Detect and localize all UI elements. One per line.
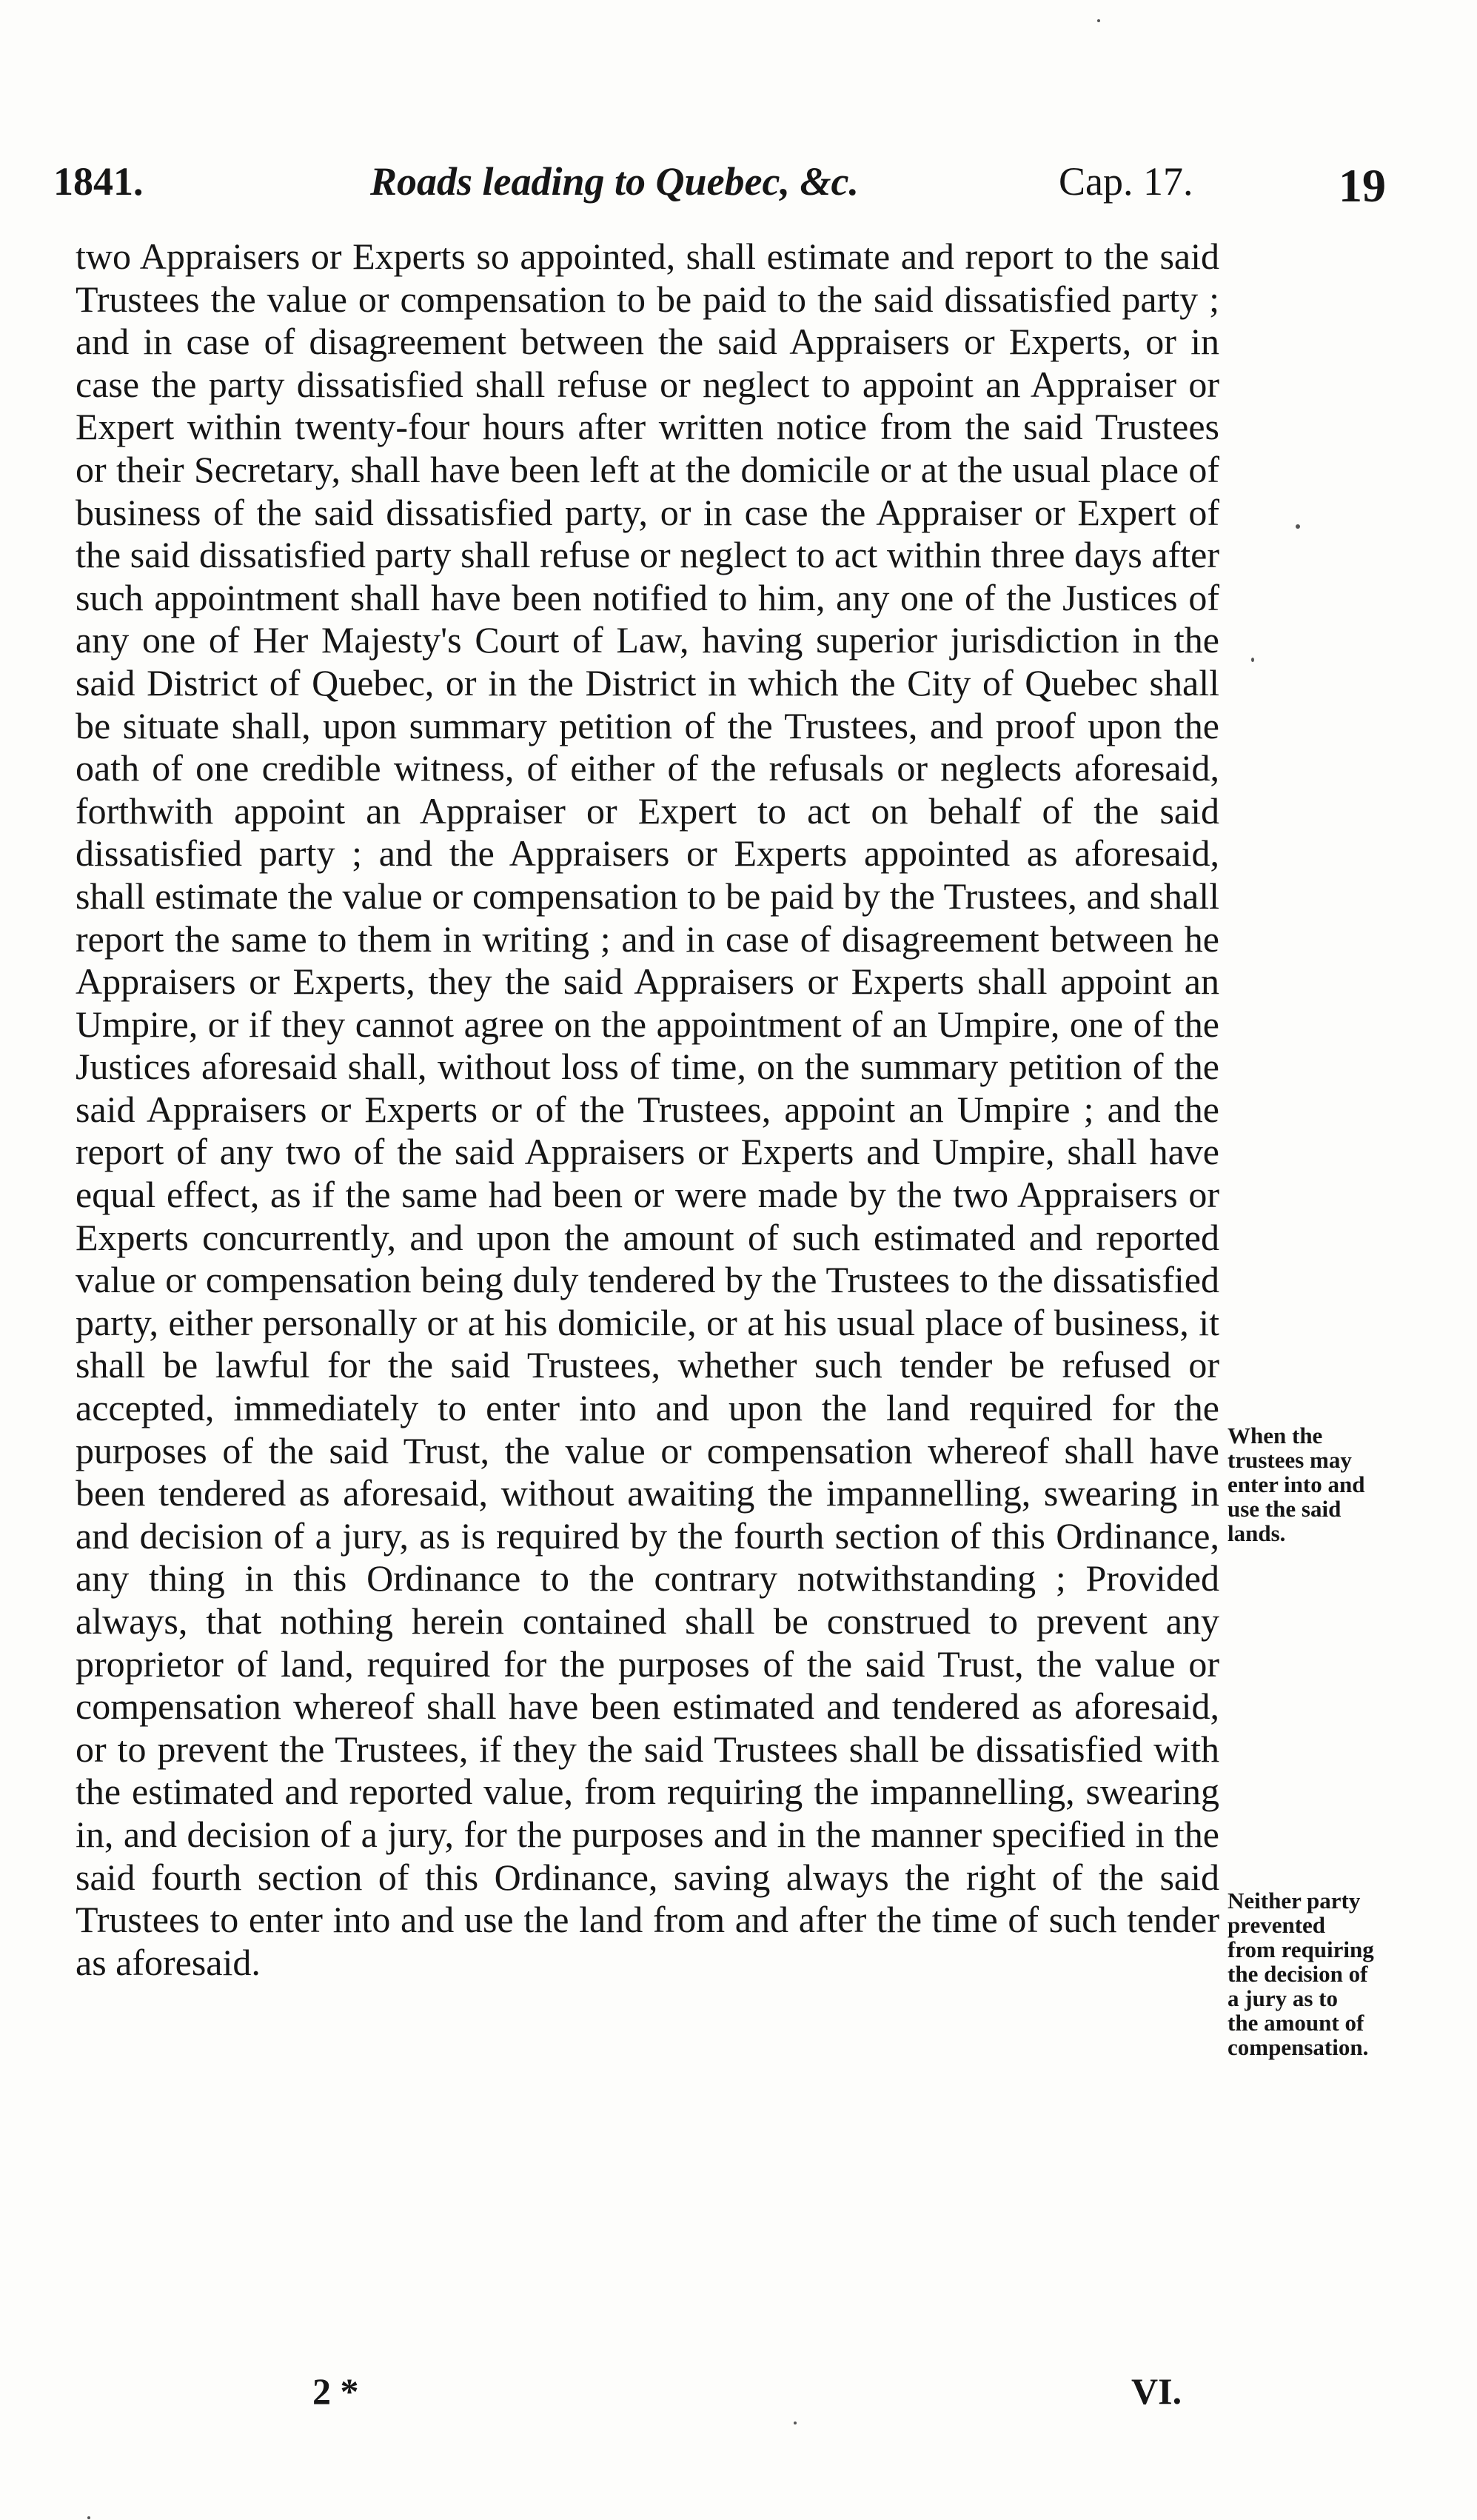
- margin-note-jury: [1228, 1888, 1405, 2059]
- catchword: VI.: [1131, 2370, 1182, 2412]
- signature-mark: 2 *: [312, 2370, 359, 2412]
- scan-speck: [1296, 524, 1300, 529]
- margin-note-line: the decision of: [1228, 1961, 1368, 1987]
- margin-note-line: the amount of: [1228, 2010, 1364, 2036]
- page-footer: [0, 2370, 1477, 2429]
- body-text: [76, 235, 1219, 1984]
- page-number: 19: [1339, 159, 1386, 212]
- scan-speck: [87, 2516, 90, 2519]
- margin-note-line: lands.: [1228, 1520, 1286, 1546]
- body-paragraph: two Appraisers or Experts so appointed, shall estimate and report to the said Trustees the value or compensation to be paid to the said dissatisfied party ; and in case of disagreement between the said Appraisers or Experts, or in case the party dissatisfied shall refuse or neglect to appoint an Appraiser or Expert within twenty-four hours after written notice from the said Trustees or their Secretary, shall have been left at the domicile or at the usual place of business of the said dissatisfied party, or in case the Appraiser or Expert of the said dissatisfied party shall refuse or neglect to act within three days after such appointment shall have been notified to him, any one of the Justices of any one of Her Majesty's Court of Law, having superior jurisdiction in the said District of Quebec, or in the District in which the City of Quebec shall be situate shall, upon summary petition of the Trustees, and proof upon the oath of one credible witness, of either of the refusals or neglects aforesaid, forthwith appoint an Appraiser or Expert to act on behalf of the said dissatisfied party ; and the Appraisers or Experts appointed as aforesaid, shall estimate the value or compensation to be paid by the Trustees, and shall report the same to them in writing ; and in case of disagreement between he Appraisers or Experts, they the said Appraisers or Experts shall appoint an Umpire, or if they cannot agree on the appointment of an Umpire, one of the Justices aforesaid shall, without loss of time, on the summary petition of the said Appraisers or Experts or of the Trustees, appoint an Umpire ; and the report of any two of the said Appraisers or Experts and Umpire, shall have equal effect, as if the same had been or were made by the two Appraisers or Experts concurrently, and upon the amount of such estimated and reported value or compensation being duly tendered by the Trustees to the dissatisfied party, either personally or at his domicile, or at his usual place of business, it shall be lawful for the said Trustees, whether such tender be refused or accepted, immediately to enter into and upon the land required for the purposes of the said Trust, the value or compensation whereof shall have been tendered as aforesaid, without awaiting the impannelling, swearing in and decision of a jury, as is required by the fourth section of this Ordinance, any thing in this Ordinance to the contrary notwithstanding ; Provided always, that nothing herein contained shall be construed to prevent any proprietor of land, required for the purposes of the said Trust, the value or compensation whereof shall have been estimated and tendered as aforesaid, or to prevent the Trustees, if they the said Trustees shall be dissatisfied with the estimated and reported value, from requiring the impannelling, swearing in, and decision of a jury, for the purposes and in the manner specified in the said fourth section of this Ordinance, saving always the right of the said Trustees to enter into and use the land from and after the time of such tender as aforesaid.: [76, 235, 1219, 1983]
- header-year: 1841.: [53, 159, 144, 204]
- margin-note-line: a jury as to: [1228, 1985, 1338, 2011]
- header-running-title: Roads leading to Quebec, &c.: [370, 159, 859, 204]
- scan-speck: [1251, 658, 1254, 662]
- scan-speck: [1097, 19, 1100, 22]
- margin-note-line: prevented: [1228, 1912, 1326, 1938]
- margin-note-line: Neither party: [1228, 1888, 1361, 1914]
- margin-note-line: trustees may: [1228, 1447, 1352, 1473]
- margin-note-line: When the: [1228, 1423, 1323, 1448]
- margin-note-line: enter into and: [1228, 1471, 1365, 1497]
- margin-note-line: use the said: [1228, 1496, 1342, 1522]
- margin-note-enter-lands: [1228, 1423, 1405, 1545]
- scan-speck: [794, 2422, 797, 2424]
- running-header: [0, 158, 1477, 218]
- margin-note-line: compensation.: [1228, 2034, 1369, 2060]
- header-chapter: Cap. 17.: [1059, 159, 1193, 204]
- margin-note-line: from requiring: [1228, 1936, 1374, 1962]
